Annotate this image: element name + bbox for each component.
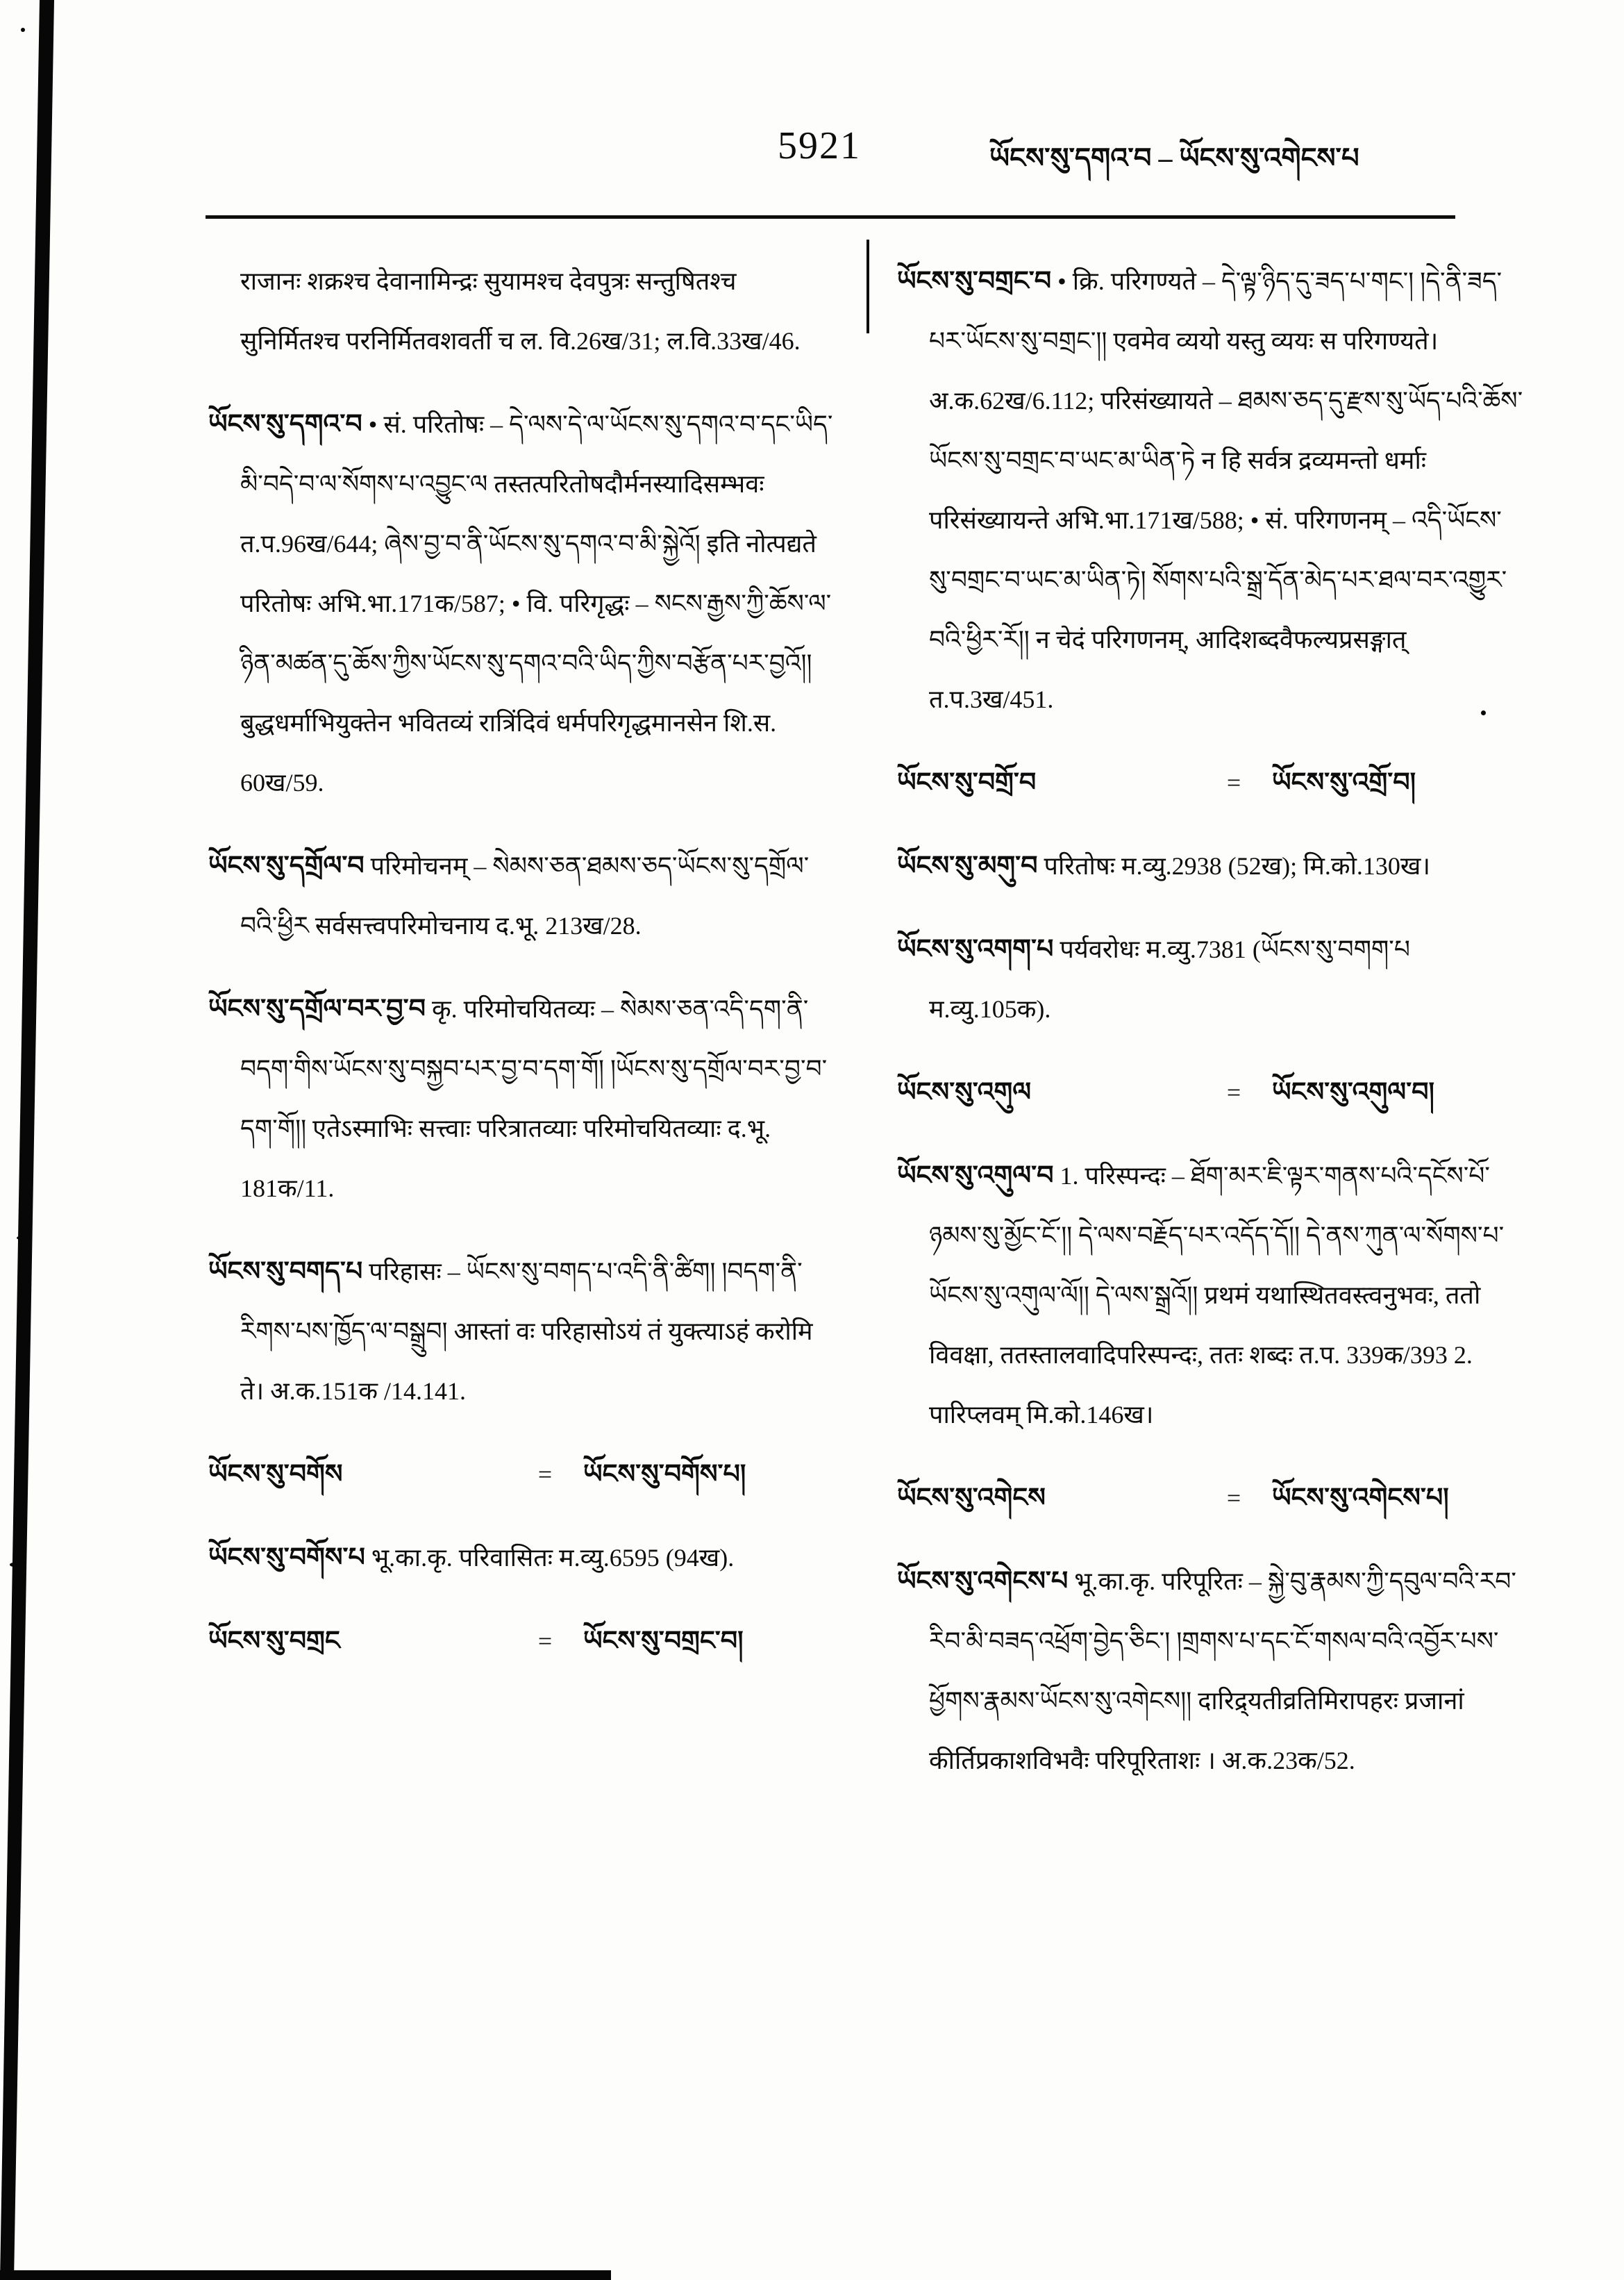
left-column bbox=[208, 251, 833, 1695]
entry-headword-tibetan: ཡོངས་སུ་འགེངས་པ bbox=[897, 1567, 1069, 1596]
column-divider-fragment bbox=[867, 240, 869, 333]
dictionary-entry bbox=[897, 1551, 1523, 1790]
entry-body: कृ. परिमोचयितव्यः – སེམས་ཅན་འདི་དག་ནི་བདག་གིས་ཡོངས་སུ་བསྐྱབ་པར་བྱ་བ་དག་གོ། །ཡོངས་སུ་དགྲོལ་བར་བྱ་བ་དག་གོ།། एतेऽस्माभिः सत्त्वाः परित्रातव्याः परिमोचयितव्याः द.भू. 181क/11. bbox=[240, 995, 828, 1202]
dictionary-entry-cross-reference bbox=[208, 1445, 833, 1504]
equals-sign: = bbox=[537, 1627, 553, 1655]
entry-body: परिहासः – ཡོངས་སུ་བགད་པ་འདི་ནི་ཚིག། །བདག་ནི་རིགས་པས་ཁྱོད་ལ་བསྒྲུབ། आस्तां वः परिहासोऽयं तं युक्त्याऽहं करोमि ते। अ.क.151क /14.141. bbox=[240, 1258, 813, 1405]
entry-body: पर्यवरोधः म.व्यु.7381 (ཡོངས་སུ་བགག་པ म.व्यु.105क). bbox=[929, 935, 1410, 1023]
entry-equivalent-tibetan: ཡོངས་སུ་འགེངས་པ། bbox=[1272, 1483, 1449, 1513]
continuation-paragraph bbox=[208, 251, 833, 371]
dictionary-entry-cross-reference bbox=[897, 1063, 1523, 1122]
entry-equivalent-tibetan: ཡོངས་སུ་འགྲོ་བ། bbox=[1272, 768, 1416, 797]
dictionary-entry bbox=[208, 1528, 833, 1588]
equals-sign: = bbox=[1226, 1079, 1241, 1106]
entry-body: भू.का.कृ. परिपूरितः – སྐྱེ་བུ་རྣམས་ཀྱི་དབུལ་བའི་རབ་རིབ་མི་བཟད་འཕྲོག་བྱེད་ཅིང་། །གྲགས་པ་དང་ངོ་གསལ་བའི་འབྱོར་པས་ཕྱོགས་རྣམས་ཡོངས་སུ་འགེངས།། दारिद्र्यतीव्रतिमिरापहरः प्रजानां कीर्तिप्रकाशविभवैः परिपूरिताशः । अ.क.23क/52. bbox=[929, 1567, 1516, 1774]
continuation-text: राजानः शक्रश्च देवानामिन्द्रः सुयामश्च देवपुत्रः सन्तुषितश्च सुनिर्मितश्च परनिर्मितवशवर्ती च ल. वि.26ख/31; ल.वि.33ख/46. bbox=[240, 267, 801, 355]
dictionary-entry bbox=[208, 979, 833, 1218]
scan-speck bbox=[10, 1563, 18, 1567]
entry-body: परिमोचनम् – སེམས་ཅན་ཐམས་ཅད་ཡོངས་སུ་དགྲོལ་བའི་ཕྱིར सर्वसत्त्वपरिमोचनाय द.भू. 213ख/28. bbox=[240, 852, 810, 940]
equals-sign: = bbox=[1226, 1484, 1241, 1512]
dictionary-entry bbox=[897, 920, 1523, 1039]
entry-headword-tibetan: ཡོངས་སུ་བགོས་པ bbox=[208, 1543, 365, 1572]
entry-headword-tibetan: ཡོངས་སུ་བགྲོ་བ bbox=[897, 768, 1037, 797]
entry-headword-tibetan: ཡོངས་སུ་དགྲོལ་བར་བྱ་བ bbox=[208, 995, 426, 1024]
dictionary-entry bbox=[897, 1146, 1523, 1445]
entry-headword-tibetan: ཡོངས་སུ་བགོས bbox=[208, 1460, 343, 1489]
dictionary-entry-cross-reference bbox=[897, 753, 1523, 813]
entry-equivalent-tibetan: ཡོངས་སུ་བགོས་པ། bbox=[583, 1460, 746, 1489]
dictionary-entry bbox=[208, 394, 833, 813]
page-number: 5921 bbox=[778, 124, 861, 167]
scan-bottom-strip bbox=[0, 2270, 611, 2280]
entry-body: परितोषः म.व्यु.2938 (52ख); मि.को.130ख। bbox=[1044, 852, 1430, 880]
entry-body: • सं. परितोषः – དེ་ལས་དེ་ལ་ཡོངས་སུ་དགའ་བ་དང་ཡིད་མི་བདེ་བ་ལ་སོགས་པ་འབྱུང་ལ तस्तत्परितोषदौर्मनस्यादिसम्भवः त.प.96ख/644; ཞེས་བྱ་བ་ནི་ཡོངས་སུ་དགའ་བ་མི་སྐྱེའོ། इति नोत्पद्यते परितोषः अभि.भा.171क/587; • वि. परिगृद्धः – སངས་རྒྱས་ཀྱི་ཆོས་ལ་ཉིན་མཚན་དུ་ཆོས་ཀྱིས་ཡོངས་སུ་དགའ་བའི་ཡིད་ཀྱིས་བརྩོན་པར་བྱའོ།། बुद्धधर्माभियुक्तेन भवितव्यं रात्रिंदिवं धर्मपरिगृद्धमानसेन शि.स. 60ख/59. bbox=[240, 410, 833, 797]
entry-headword-tibetan: ཡོངས་སུ་དགྲོལ་བ bbox=[208, 851, 365, 881]
entry-headword-tibetan: ཡོངས་སུ་བགད་པ bbox=[208, 1257, 363, 1286]
entry-headword-tibetan: ཡོངས་སུ་འགུལ bbox=[897, 1078, 1032, 1107]
entry-headword-tibetan: ཡོངས་སུ་དགའ་བ bbox=[208, 410, 362, 439]
entry-headword-tibetan: ཡོངས་སུ་འགེངས bbox=[897, 1483, 1046, 1513]
entry-equivalent-tibetan: ཡོངས་སུ་བགྲང་བ། bbox=[583, 1626, 744, 1656]
scan-speck bbox=[21, 28, 25, 32]
entry-headword-tibetan: ཡོངས་སུ་བགྲང་བ bbox=[897, 267, 1052, 296]
dictionary-entry bbox=[897, 836, 1523, 896]
entry-body: भू.का.कृ. परिवासितः म.व्यु.6595 (94ख). bbox=[371, 1544, 735, 1572]
dictionary-entry bbox=[208, 836, 833, 956]
entry-headword-tibetan: ཡོངས་སུ་འགག་པ bbox=[897, 935, 1054, 964]
dictionary-entry-cross-reference bbox=[897, 1468, 1523, 1528]
entry-body: 1. परिस्पन्दः – ཐོག་མར་ཇི་ལྟར་གནས་པའི་དངོས་པོ་ཉམས་སུ་མྱོང་ངོ་།། དེ་ལས་བརྗོད་པར་འདོད་དོ།། དེ་ནས་ཀུན་ལ་སོགས་པ་ཡོངས་སུ་འགུལ་ལོ།། དེ་ལས་སྒྲའོ།། प्रथमं यथास्थितवस्त्वनुभवः, ततो विवक्षा, ततस्तालवादिपरिस्पन्दः, ततः शब्दः त.प. 339क/393 2. पारिप्लवम् मि.को.146ख। bbox=[929, 1162, 1505, 1429]
equals-sign: = bbox=[1226, 769, 1241, 797]
equals-sign: = bbox=[537, 1461, 553, 1488]
dictionary-entry bbox=[897, 251, 1523, 729]
scan-edge-band bbox=[0, 0, 62, 2280]
running-head-entry-range: ཡོངས་སུ་དགའ་བ – ཡོངས་སུ་འགེངས་པ bbox=[989, 142, 1359, 174]
entry-headword-tibetan: ཡོངས་སུ་བགྲང bbox=[208, 1626, 340, 1656]
header-rule bbox=[206, 215, 1455, 219]
entry-equivalent-tibetan: ཡོངས་སུ་འགུལ་བ། bbox=[1272, 1078, 1434, 1107]
dictionary-entry bbox=[208, 1242, 833, 1421]
right-column bbox=[897, 251, 1523, 1814]
entry-headword-tibetan: ཡོངས་སུ་འགུལ་བ bbox=[897, 1161, 1054, 1190]
scan-speck bbox=[17, 1236, 24, 1240]
entry-headword-tibetan: ཡོངས་སུ་མགུ་བ bbox=[897, 851, 1038, 881]
dictionary-entry-cross-reference bbox=[208, 1611, 833, 1671]
entry-body: • क्रि. परिगण्यते – དེ་ལྟ་ཉིད་དུ་ཟད་པ་གང་། །དེ་ནི་ཟད་པར་ཡོངས་སུ་བགྲང་།། एवमेव व्ययो यस्तु व्ययः स परिगण्यते। अ.क.62ख/6.112; परिसंख्यायते – ཐམས་ཅད་དུ་རྫས་སུ་ཡོད་པའི་ཆོས་ཡོངས་སུ་བགྲང་བ་ཡང་མ་ཡིན་ཏེ न हि सर्वत्र द्रव्यमन्तो धर्माः परिसंख्यायन्ते अभि.भा.171ख/588; • सं. परिगणनम् – འདི་ཡོངས་སུ་བགྲང་བ་ཡང་མ་ཡིན་ཏེ། སོགས་པའི་སྒྲ་དོན་མེད་པར་ཐལ་བར་འགྱུར་བའི་ཕྱིར་རོ།། न चेदं परिगणनम्, आदिशब्दवैफल्यप्रसङ्गात् त.प.3ख/451. bbox=[929, 267, 1523, 713]
